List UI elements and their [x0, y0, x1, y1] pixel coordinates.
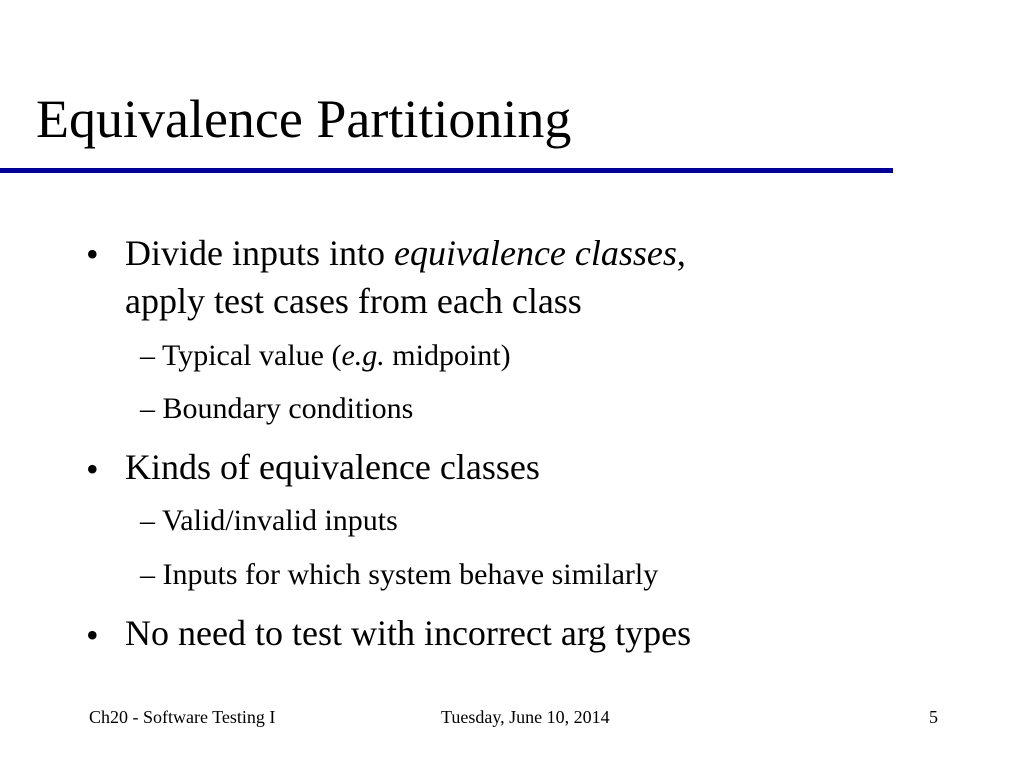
subitem-text-end: midpoint): [384, 339, 511, 372]
bullet-1-emphasis: equivalence classes: [394, 233, 677, 273]
subitem-dash: –: [140, 558, 155, 591]
subitem-behave-similarly: [140, 560, 658, 590]
bullet-marker: •: [86, 449, 99, 489]
subitem-typical-value: [140, 341, 511, 371]
bullet-3-text: No need to test with incorrect arg types: [125, 613, 692, 653]
subitem-dash: –: [140, 339, 155, 372]
footer-course-title: Ch20 - Software Testing I: [89, 707, 276, 727]
slide-title: Equivalence Partitioning: [36, 89, 572, 149]
bullet-1-text-end: ,: [676, 233, 686, 273]
bullet-marker: •: [86, 615, 99, 655]
bullet-marker: •: [86, 234, 99, 274]
subitem-text: Inputs for which system behave similarly: [162, 558, 659, 591]
subitem-dash: –: [140, 504, 155, 537]
bullet-2-text: Kinds of equivalence classes: [125, 447, 540, 487]
subitem-dash: –: [140, 392, 155, 425]
bullet-1-line-2: apply test cases from each class: [125, 281, 582, 321]
subitem-emphasis: e.g.: [341, 339, 385, 372]
subitem-boundary-conditions: [140, 394, 413, 424]
footer-page-number: 5: [929, 707, 938, 727]
subitem-text: Boundary conditions: [162, 392, 414, 425]
footer-date: Tuesday, June 10, 2014: [441, 707, 610, 727]
subitem-text: Valid/invalid inputs: [161, 504, 398, 537]
bullet-1-text-start: Divide inputs into: [125, 233, 394, 273]
bullet-1-line-1: [125, 229, 686, 277]
subitem-text-start: Typical value (: [161, 339, 342, 372]
subitem-valid-invalid: [140, 506, 398, 536]
